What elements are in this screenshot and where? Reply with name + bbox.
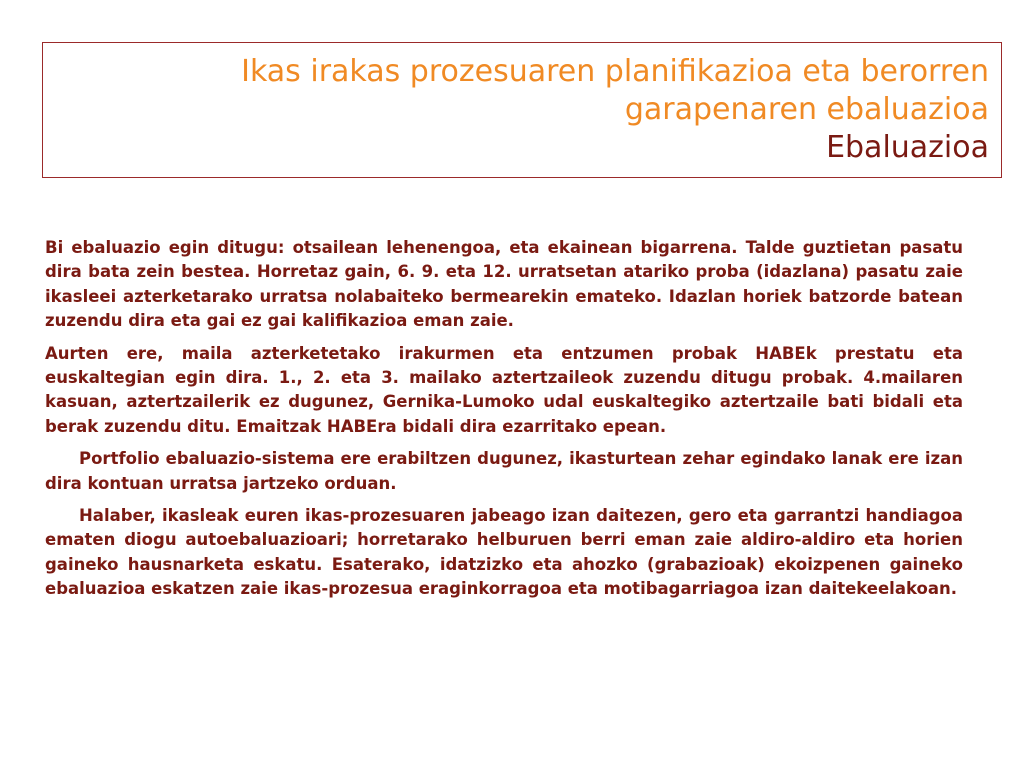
paragraph-2: Aurten ere, maila azterketetako irakurmen eta entzumen probak HABEk prestatu eta euskaltegian egin dira. 1., 2. eta 3. mailako aztertzaileok zuzendu ditugu probak. 4.mailaren kasuan, aztertzailerik ez dugunez, Gernika-Lumoko udal euskaltegiko aztertzaile bati bidali eta berak zuzendu ditu. Emaitzak HABEra bidali dira ezarritako epean. [45, 343, 963, 436]
paragraph-3: Portfolio ebaluazio-sistema ere erabiltzen dugunez, ikasturtean zehar egindako lanak ere izan dira kontuan urratsa jartzeko orduan. [45, 449, 963, 493]
page-title [241, 53, 989, 167]
title-line-2: garapenaren ebaluazioa [624, 92, 989, 127]
body-text [45, 236, 963, 610]
title-box [42, 42, 1002, 178]
title-line-1: Ikas irakas prozesuaren planifikazioa eta berorren [241, 54, 989, 89]
paragraph-1: Bi ebaluazio egin ditugu: otsailean lehenengoa, eta ekainean bigarrena. Talde guztietan pasatu dira bata zein bestea. Horretaz gain, 6. 9. eta 12. urratsetan atariko proba (idazlana) pasatu zaie ikasleei azterketarako urratsa nolabaiteko bermearekin emateko. Idazlan horiek batzorde batean zuzendu dira eta gai ez gai kalifikazioa eman zaie. [45, 238, 963, 331]
paragraph-4: Halaber, ikasleak euren ikas-prozesuaren jabeago izan daitezen, gero eta garrantzi handiagoa ematen diogu autoebaluazioari; horretarako helburuen berri eman zaie aldiro-aldiro eta horien gaineko hausnarketa eskatu. Esaterako, idatzizko eta ahozko (grabazioak) ekoizpenen gaineko ebaluazioa eskatzen zaie ikas-prozesua eraginkorragoa eta motibagarriagoa izan daitekeelakoan. [45, 506, 963, 599]
page-subtitle: Ebaluazioa [826, 130, 989, 165]
